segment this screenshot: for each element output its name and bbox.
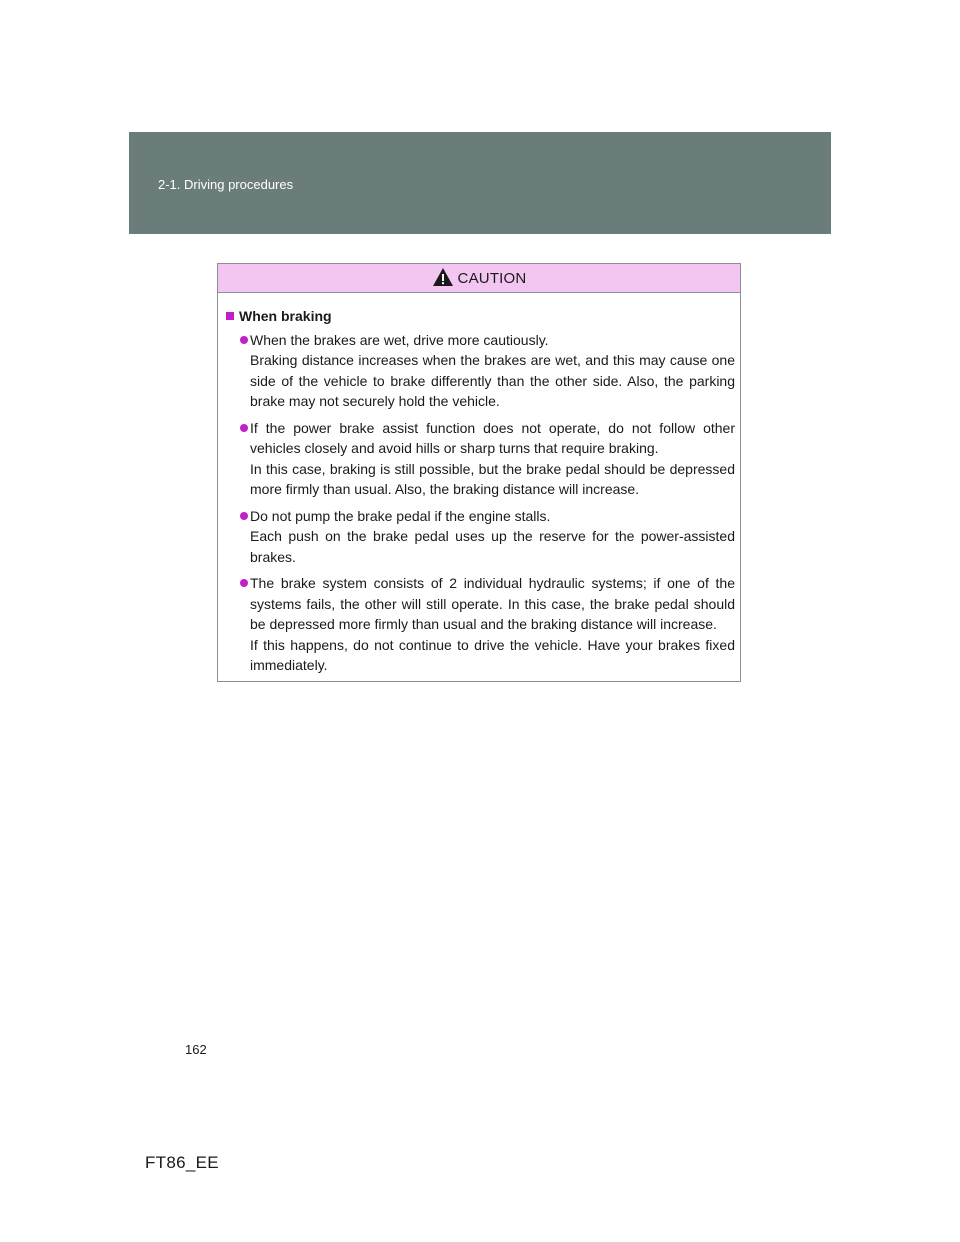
caution-title: CAUTION — [457, 269, 527, 287]
round-bullet-icon — [240, 424, 248, 432]
caution-body — [218, 293, 740, 676]
item-line: Each push on the brake pedal uses up the reserve for the power-assisted brakes. — [250, 528, 735, 565]
caution-header — [218, 264, 740, 293]
caution-item — [224, 506, 735, 568]
document-code: FT86_EE — [145, 1153, 219, 1172]
header-band — [129, 132, 831, 234]
item-line: Do not pump the brake pedal if the engine stalls. — [250, 507, 551, 524]
section-title-text: When braking — [239, 308, 332, 324]
item-line: If the power brake assist function does not operate, do not follow other vehicles closely and avoid hills or sharp turns that require braking. — [250, 419, 735, 456]
item-line: Braking distance increases when the brakes are wet, and this may cause one side of the vehicle to brake differently than the other side. Also, the parking brake may not securely hold the vehicle. — [250, 352, 735, 409]
round-bullet-icon — [240, 336, 248, 344]
item-line: When the brakes are wet, drive more cautiously. — [250, 331, 549, 348]
caution-item — [224, 418, 735, 500]
item-line: If this happens, do not continue to drive the vehicle. Have your brakes fixed immediately. — [250, 636, 735, 673]
caution-item — [224, 573, 735, 676]
round-bullet-icon — [240, 579, 248, 587]
square-bullet-icon — [226, 312, 234, 320]
caution-item — [224, 330, 735, 412]
section-title — [224, 306, 735, 327]
item-line: In this case, braking is still possible, but the brake pedal should be depressed more firmly than usual. Also, the braking distance will increase. — [250, 460, 735, 497]
warning-triangle-icon — [432, 267, 454, 287]
section-breadcrumb: 2-1. Driving procedures — [158, 177, 294, 192]
item-line: The brake system consists of 2 individual hydraulic systems; if one of the systems fails, the other will still operate. In this case, the brake pedal should be depressed more firmly than usual and the braking distance will increase. — [250, 575, 735, 632]
caution-box — [217, 263, 741, 682]
page-number: 162 — [185, 1042, 207, 1057]
round-bullet-icon — [240, 512, 248, 520]
